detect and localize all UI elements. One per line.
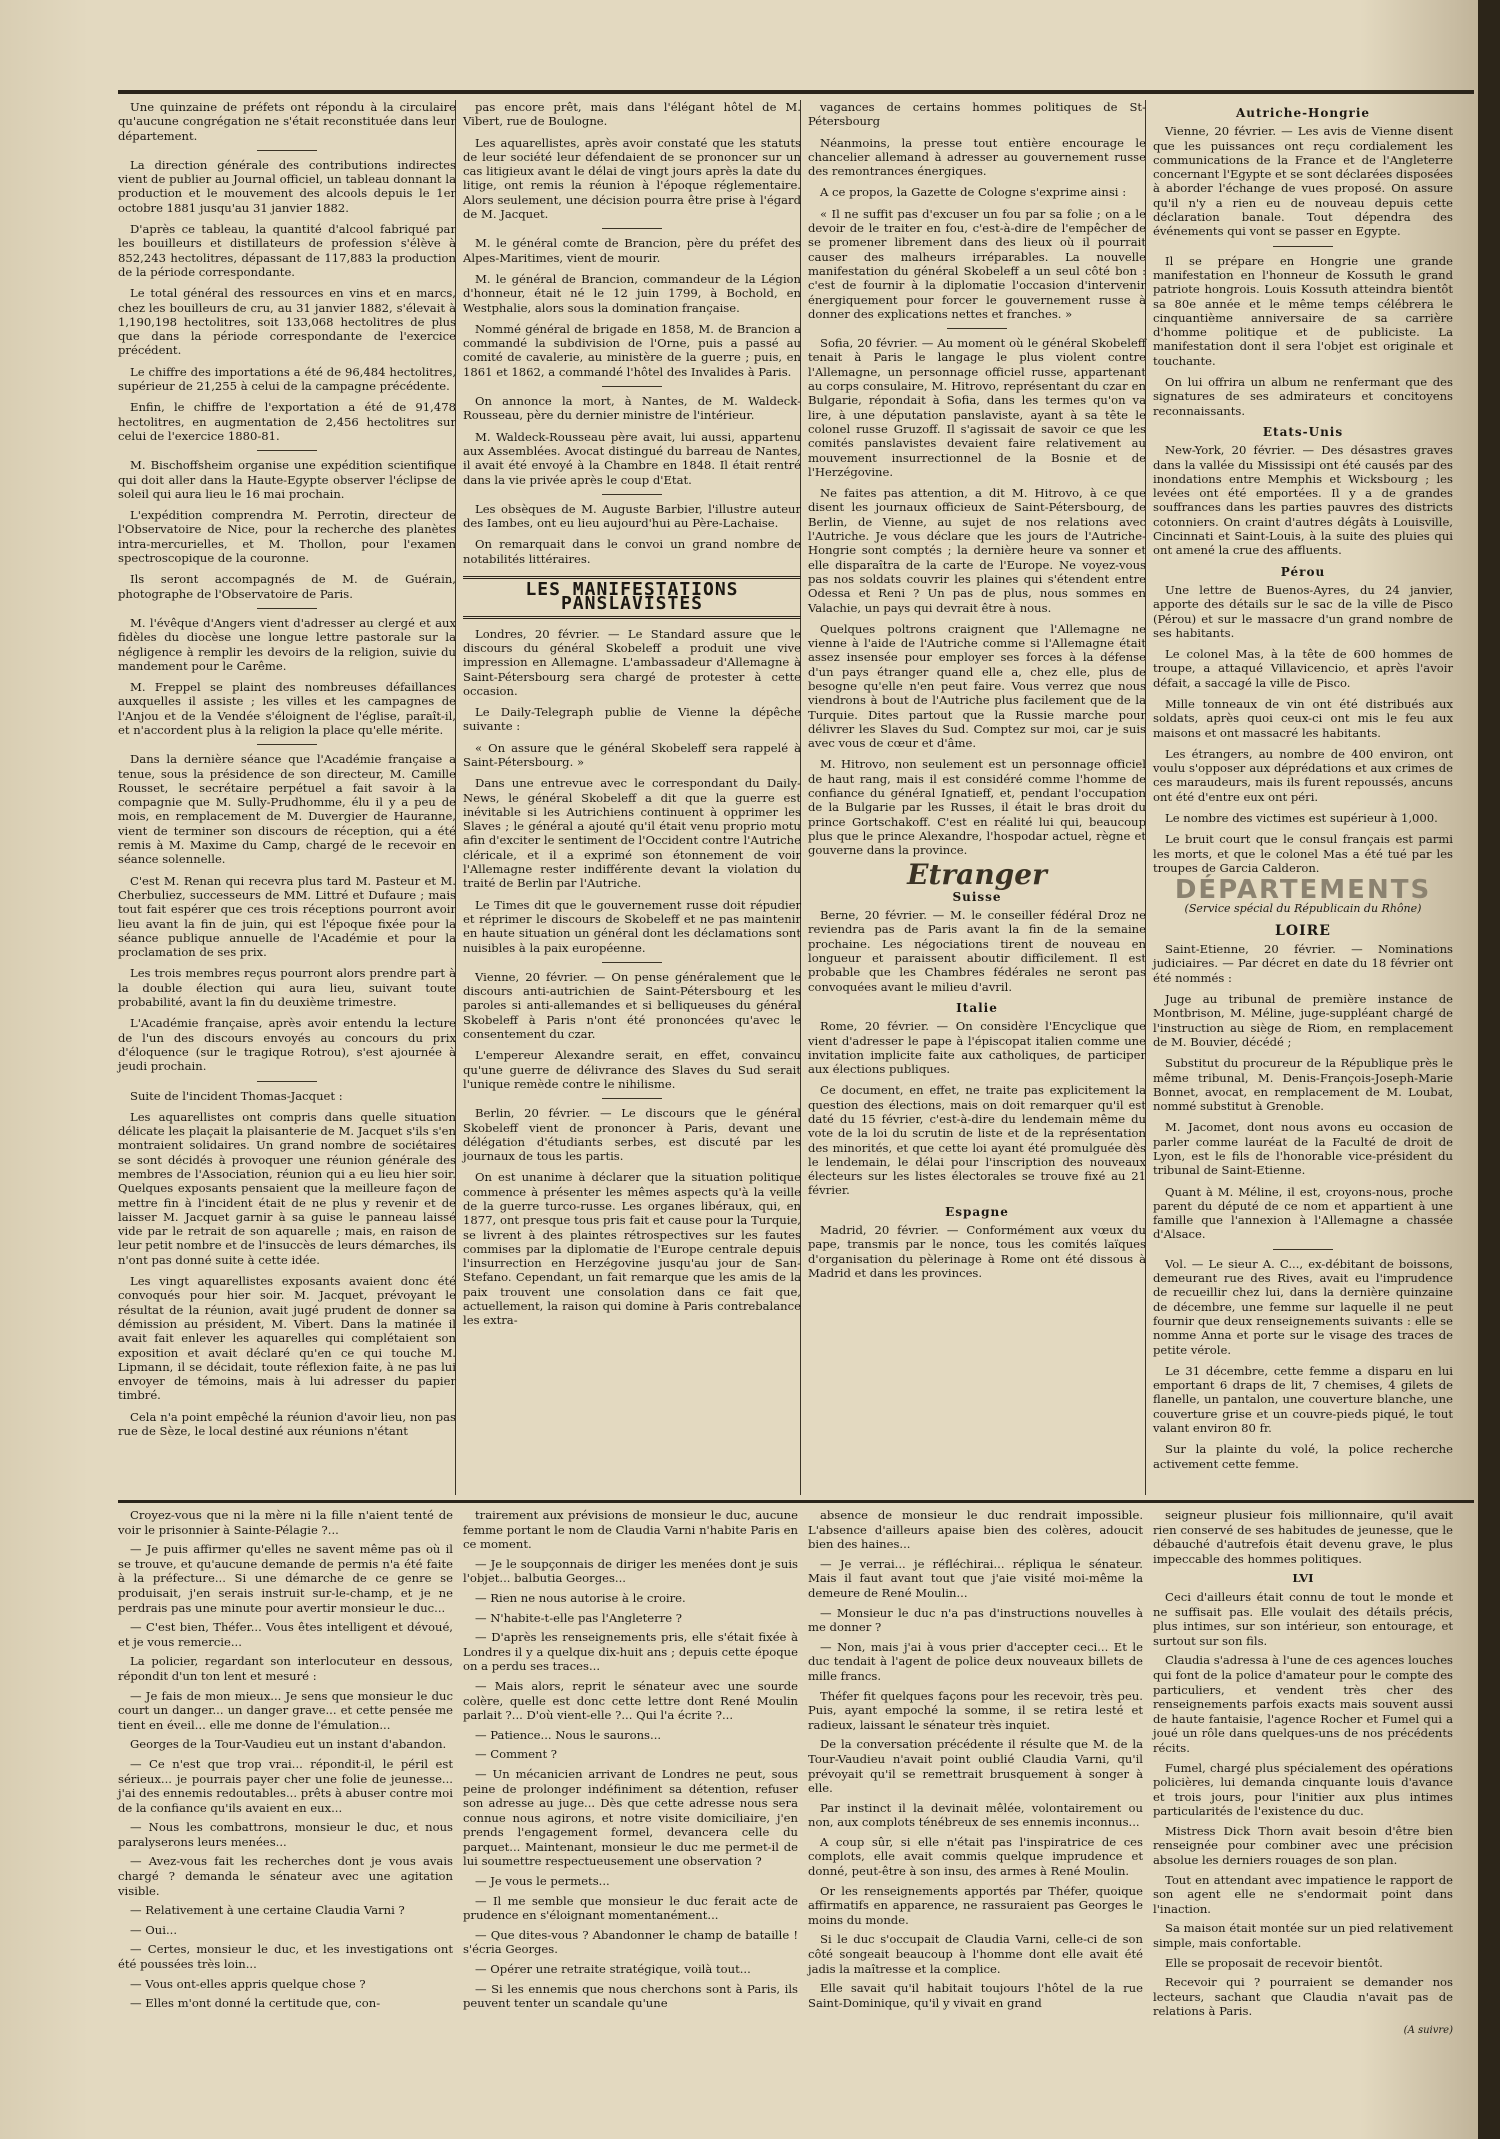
paragraph: Berne, 20 février. — M. le conseiller fédéral Droz ne reviendra pas de Paris avant la fin de la semaine prochaine. Les négociations tirent de nouveau en longueur et paraissent aboutir difficilement. Il est probable que les Chambres fédérales ne seront pas convoquées avant le milieu d'avril. [808,908,1146,994]
paragraph: Théfer fit quelques façons pour les recevoir, très peu. Puis, ayant empoché la somme, il se retira lesté et radieux, laissant le sénateur très inquiet. [808,1688,1143,1732]
separator [602,386,662,387]
dispatch: Le Daily-Telegraph publie de Vienne la dépêche suivante : [463,705,801,734]
paragraph: M. le général de Brancion, commandeur de la Légion d'honneur, était né le 12 juin 1799, à Bochold, en Westphalie, alors sous la domination française. [463,271,801,315]
paragraph: Il se prépare en Hongrie une grande manifestation en l'honneur de Kossuth le grand patriote hongrois. Louis Kossuth atteindra bientôt sa 80e année et le même temps célébrera le cinquantième anniversaire de sa carrière d'homme politique et de publiciste. La manifestation dont il sera l'objet est originale et touchante. [1153,253,1453,368]
paragraph: On lui offrira un album ne renfermant que des signatures de ses admirateurs et concitoyens reconnaissants. [1153,375,1453,418]
paragraph: Si le duc s'occupait de Claudia Varni, celle-ci de son côté songeait beaucoup à l'homme dont elle avait été jadis la maîtresse et la complice. [808,1932,1143,1976]
subsection-title: Pérou [1280,564,1326,579]
chapter-number: LVI [1292,1571,1314,1586]
paragraph: Néanmoins, la presse tout entière encourage le chancelier allemand à adresser au gouvernement russe des remontrances énergiques. [808,135,1146,179]
separator [947,328,1007,329]
paragraph: Le total général des ressources en vins et en marcs, chez les bouilleurs de cru, au 31 janvier 1882, s'élevait à 1,190,198 hectolitres, soit 133,068 hectolitres de plus que dans la période correspondante de l'exercice précédent. [118,286,456,358]
paragraph: Fumel, chargé plus spécialement des opérations policières, lui demanda cinquante louis d'avance et trois jours, pour l'initier aux plus intimes particularités de l'existence du duc. [1153,1760,1453,1819]
separator [1273,246,1333,247]
paragraph: Suite de l'incident Thomas-Jacquet : [130,1088,343,1103]
paragraph: Claudia s'adressa à l'une de ces agences louches qui font de la police d'amateur pour le compte des particuliers, et vendent très cher des renseignements parfois exacts mais souvent aussi de haute fantaisie, l'agence Rocher et Fumel qui a joué un rôle dans quelques-uns de nos précédents récits. [1153,1653,1453,1755]
paragraph: Les aquarellistes ont compris dans quelle situation délicate les plaçait la plaisanterie de M. Jacquet s'ils s'en montraient solidaires. Un grand nombre de sociétaires se sont décidés à provoquer une réunion générale des membres de l'Association, réunion qui a eu lieu hier soir. Quelques exposants pensaient que la meilleure façon de mettre fin à l'incident était de ne plus y revenir et de laisser M. Jacquet garnir à sa guise le panneau laissé vide par le retrait de son aquarelle ; mais, en raison de leur petit nombre et de l'insuccès de leurs démarches, ils n'ont pas donné suite à cette idée. [118,1109,456,1267]
paragraph: M. le général comte de Brancion, père du préfet des Alpes-Maritimes, vient de mourir. [463,236,801,265]
paragraph: Le chiffre des importations a été de 96,484 hectolitres, supérieur de 21,255 à celui de la campagne précédente. [118,364,456,394]
feuilleton-column-4 [1153,1508,1453,2039]
separator [1273,1249,1333,1250]
dispatch: « On assure que le général Skobeleff sera rappelé à Saint-Pétersbourg. » [463,740,801,769]
paragraph: A coup sûr, si elle n'était pas l'inspiratrice de ces complots, elle avait commis quelque imprudence et donné, peut-être à son insu, des armes à René Moulin. [808,1834,1143,1879]
paragraph: — C'est bien, Théfer... Vous êtes intelligent et dévoué, et je vous remercie... [118,1620,453,1649]
paragraph: Recevoir qui ? pourraient se demander nos lecteurs, sachant que Claudia n'avait pas de relations à Paris. [1153,1975,1453,2019]
subsection-title: Espagne [945,1204,1009,1219]
paragraph: Georges de la Tour-Vaudieu eut un instant d'abandon. [130,1737,447,1752]
paragraph: Ils seront accompagnés de M. de Guérain, photographe de l'Observatoire de Paris. [118,572,456,601]
paragraph: Dans la dernière séance que l'Académie française a tenue, sous la présidence de son directeur, M. Camille Rousset, le secrétaire perpétuel a fait savoir à la compagnie que M. Sully-Prudhomme, élu il y a peu de mois, en remplacement de M. Duvergier de Hauranne, vient de terminer son discours de réception, qui a été remis à M. Maxime du Camp, chargé de le recevoir en séance solennelle. [118,752,456,867]
paragraph: « Il ne suffit pas d'excuser un fou par sa folie ; on a le devoir de le traiter en fou, c'est-à-dire de l'empêcher de se promener librement dans des lieux où il pourrait causer des malheurs irréparables. La nouvelle manifestation du général Skobeleff a un seul côté bon : c'est de fournir à la diplomatie l'occasion d'intervenir énergiquement pour forcer le gouvernement russe à donner des explications nettes et franches. » [808,206,1146,321]
paragraph: Quant à M. Méline, il est, croyons-nous, proche parent du député de ce nom et appartient à une famille que l'annexion à l'Allemagne a chassée d'Alsace. [1153,1184,1453,1242]
separator [257,150,317,151]
paragraph: — Oui... [130,1922,178,1937]
feuilleton-column-1 [118,1508,453,2016]
paragraph: — Avez-vous fait les recherches dont je vous avais chargé ? demanda le sénateur avec une agitation visible. [118,1854,453,1898]
separator [257,1081,317,1082]
paragraph: L'Académie française, après avoir entendu la lecture de l'un des discours envoyés au concours du prix d'éloquence (sur le tragique Rotrou), s'est ajournée à jeudi prochain. [118,1016,456,1074]
paragraph: Une lettre de Buenos-Ayres, du 24 janvier, apporte des détails sur le sac de la ville de Pisco (Pérou) et sur le massacre d'un grand nombre de ses habitants. [1153,582,1453,640]
paragraph: M. Freppel se plaint des nombreuses défaillances auxquelles il assiste ; les villes et les campagnes de l'Anjou et de la Vendée s'éloignent de l'église, paraît-il, et n'accordent plus à la religion la place qu'elle mérite. [118,680,456,737]
paragraph: Elle se proposait de recevoir bientôt. [1165,1955,1383,1970]
paragraph: Sa maison était montée sur un pied relativement simple, mais confortable. [1153,1921,1453,1951]
dispatch: Dans une entrevue avec le correspondant du Daily-News, le général Skobeleff a dit que la guerre est inévitable si les Autrichiens continuent à opprimer les Slaves ; le général a ajouté qu'il était venu proprio motu afin d'exciter le sentiment de l'Occident contre l'Autriche cléricale, et il a exprimé son étonnement de voir l'Allemagne rester indifférente devant la violation du traité de Berlin par l'Autriche. [463,776,801,891]
subsection-title: Etats-Unis [1262,424,1344,439]
paragraph: Le nombre des victimes est supérieur à 1,000. [1165,811,1438,826]
dispatch: Le Times dit que le gouvernement russe doit répudier et réprimer le discours de Skobeleff et ne pas maintenir en haute situation un général dont les déclamations sont nuisibles à la paix européenne. [463,897,801,955]
subsection-title: Autriche-Hongrie [1235,106,1371,120]
separator [257,608,317,609]
column-1 [118,100,456,1445]
paragraph: La policier, regardant son interlocuteur en dessous, répondit d'un ton lent et mesuré : [118,1654,453,1683]
paragraph: Les obsèques de M. Auguste Barbier, l'illustre auteur des Iambes, ont eu lieu aujourd'hui au Père-Lachaise. [463,501,801,531]
paragraph: — Un mécanicien arrivant de Londres ne peut, sous peine de prolonger indéfiniment sa détention, refuser son adresse au juge... Dès que cette adresse nous sera connue nous agirons, et notre visite domiciliaire, j'en prends l'engagement formel, devancera celle du parquet... Maintenant, monsieur le duc me permet-il de lui soumettre respectueusement une observation ? [463,1766,798,1869]
feuilleton-column-2 [463,1508,798,2016]
column-2 [463,100,801,1335]
feuilleton-column-3 [808,1508,1143,2015]
paragraph: La direction générale des contributions indirectes vient de publier au Journal officiel, un tableau donnant la production et le mouvement des alcools depuis le 1er octobre 1881 jusqu'au 31 janvier 1882. [118,157,456,215]
column-3 [808,100,1146,1287]
paragraph: absence de monsieur le duc rendrait impossible. L'absence d'ailleurs apaise bien des colères, adoucit bien des haines... [808,1508,1143,1552]
paragraph: De la conversation précédente il résulte que M. de la Tour-Vaudieu n'avait point oublié Claudia Varni, qu'il prévoyait qu'il se remettrait brusquement à songer à elle. [808,1737,1143,1796]
paragraph: — Mais alors, reprit le sénateur avec une sourde colère, quelle est donc cette lettre dont René Moulin parlait ?... D'où vient-elle ?... Qui l'a écrite ?... [463,1678,798,1723]
paragraph: — Je vous le permets... [475,1874,610,1889]
separator [602,494,662,495]
paragraph: — Ce n'est que trop vrai... répondit-il, le péril est sérieux... je pourrais payer cher une folie de jeunesse... j'ai des ennemis redoutables... prêts à abuser contre moi de la confiance qu'ils avaient en eux... [118,1756,453,1815]
paragraph: Les aquarellistes, après avoir constaté que les statuts de leur société leur défendaient de se prononcer sur un cas litigieux avant le délai de vingt jours après la date du litige, ont remis la réunion à l'époque réglementaire. Alors seulement, une décision pourra être prise à l'égard de M. Jacquet. [463,135,801,222]
paragraph: — Vous ont-elles appris quelque chose ? [130,1976,366,1991]
paragraph: Le colonel Mas, à la tête de 600 hommes de troupe, a attaqué Villavicencio, et après l'avoir défait, a saccagé la ville de Pisco. [1153,647,1453,690]
column-4 [1153,100,1453,1478]
paragraph: L'expédition comprendra M. Perrotin, directeur de l'Observatoire de Nice, pour la recherche des planètes intra-mercurielles, et M. Thollon, pour l'examen spectroscopique de la couronne. [118,508,456,566]
paragraph: Or les renseignements apportés par Théfer, quoique affirmatifs en apparence, ne rassuraient pas Georges le moins du monde. [808,1883,1143,1927]
paragraph: — Certes, monsieur le duc, et les investigations ont été poussées très loin... [118,1942,453,1972]
paragraph: Par instinct il la devinait mêlée, volontairement ou non, aux complots ténébreux de ses ennemis inconnus... [808,1800,1143,1830]
subsection-title: LOIRE [1275,922,1331,939]
headline: LES MANIFESTATIONS PANSLAVISTES [463,576,801,619]
paragraph: seigneur plusieur fois millionnaire, qu'il avait rien conservé de ses habitudes de jeunesse, que le débauché d'autrefois était devenu grave, le plus impeccable des hommes politiques. [1153,1508,1453,1566]
paragraph: — Non, mais j'ai à vous prier d'accepter ceci... Et le duc tendait à l'agent de police deux nouveaux billets de mille francs. [808,1639,1143,1683]
paragraph: Les vingt aquarellistes exposants avaient donc été convoqués pour hier soir. M. Jacquet, prévoyant le résultat de la réunion, avait jugé prudent de donner sa démission au président, M. Vibert. Dans la matinée il avait fait enlever les aquarelles qui complétaient son exposition et avait déclaré qu'en ce qui touche M. Lipmann, il se décidait, toute réflexion faite, à ne pas lui envoyer de témoins, mais à lui adresser du papier timbré. [118,1274,456,1403]
section-title: Etranger [907,857,1047,891]
section-title: DÉPARTEMENTS [1174,875,1432,906]
paragraph: Substitut du procureur de la République près le même tribunal, M. Denis-François-Joseph-Marie Bonnet, avocat, en remplacement de M. Loubat, nommé substitut à Grenoble. [1153,1056,1453,1114]
separator [602,1098,662,1099]
paragraph: — Si les ennemis que nous cherchons sont à Paris, ils peuvent tenter un scandale qu'une [463,1981,798,2011]
paragraph: — Il me semble que monsieur le duc ferait acte de prudence en s'éloignant momentanément... [463,1893,798,1923]
paragraph: — Je le soupçonnais de diriger les menées dont je suis l'objet... balbutia Georges... [463,1556,798,1586]
paragraph: Les étrangers, au nombre de 400 environ, ont voulu s'opposer aux déprédations et aux crimes de ces maraudeurs, mais ils furent repoussés, ancuns ont été d'entre eux ont péri. [1153,746,1453,804]
paragraph: Le 31 décembre, cette femme a disparu en lui emportant 6 draps de lit, 7 chemises, 4 gilets de flanelle, un pantalon, une couverture blanche, une couverture grise et un couvre-pieds piqué, le tout valant environ 80 fr. [1153,1363,1453,1436]
paragraph: On remarquait dans le convoi un grand nombre de notabilités littéraires. [463,537,801,566]
paragraph: pas encore prêt, mais dans l'élégant hôtel de M. Vibert, rue de Boulogne. [463,100,801,129]
dispatch: L'empereur Alexandre serait, en effet, convaincu qu'une guerre de délivrance des Slaves du Sud serait l'unique remède contre le nihilisme. [463,1048,801,1091]
subsection-title: Suisse [952,889,1002,904]
paragraph: D'après ce tableau, la quantité d'alcool fabriqué par les bouilleurs et distillateurs de profession s'élève à 852,243 hectolitres, dépassant de 117,883 la production de la période correspondante. [118,222,456,279]
paragraph: — Rien ne nous autorise à le croire. [475,1590,686,1605]
paragraph: Saint-Etienne, 20 février. — Nominations judiciaires. — Par décret en date du 18 février ont été nommés : [1153,942,1453,985]
paragraph: Mille tonneaux de vin ont été distribués aux soldats, après quoi ceux-ci ont mis le feu aux maisons et ont massacré les habitants. [1153,696,1453,740]
paragraph: Ce document, en effet, ne traite pas explicitement la question des élections, mais on doit remarquer qu'il est daté du 15 février, c'est-à-dire du lendemain même du vote de la loi du scrutin de liste et de la représentation des minorités, et que cette loi ayant été promulguée dès le lendemain, le délai pour l'inscription des nouveaux électeurs sur les listes électorales se trouve fixé au 21 février. [808,1083,1146,1198]
paragraph: Elle savait qu'il habitait toujours l'hôtel de la rue Saint-Dominique, qu'il y vivait en grand [808,1981,1143,2010]
paragraph: — Nous les combattrons, monsieur le duc, et nous paralyserons leurs menées... [118,1820,453,1849]
separator [602,962,662,963]
paragraph: Vienne, 20 février. — Les avis de Vienne disent que les puissances ont reçu cordialement les communications de la France et de l'Angleterre concernant l'Egypte et se sont déclarées disposées à aborder l'échange de vues proposé. On assure qu'il n'y a rien eu de nouveau depuis cette déclaration banale. Tout dépendra des événements qui vont se passer en Egypte. [1153,124,1453,239]
paragraph: Les trois membres reçus pourront alors prendre part à la double élection qui aura lieu, suivant toute probabilité, avant la fin du deuxième trimestre. [118,966,456,1010]
paragraph: — Comment ? [475,1747,558,1762]
paragraph: — Patience... Nous le saurons... [475,1727,662,1742]
service-note: (Service spécial du Républicain du Rhône) [1184,901,1422,915]
paragraph: Le bruit court que le consul français est parmi les morts, et que le colonel Mas a été tué par les troupes de Garcia Calderon. [1153,832,1453,875]
top-rule [118,90,1474,94]
paragraph: Vol. — Le sieur A. C..., ex-débitant de boissons, demeurant rue des Rives, avait eu l'imprudence de recueillir chez lui, dans la dernière quinzaine de décembre, une femme sur laquelle il ne peut fournir que deux renseignements suivants : elle se nomme Anna et porte sur le visage des traces de petite vérole. [1153,1256,1453,1357]
paragraph: Juge au tribunal de première instance de Montbrison, M. Méline, juge-suppléant chargé de l'instruction au siège de Riom, en remplacement de M. Bouvier, décédé ; [1153,992,1453,1049]
paragraph: On annonce la mort, à Nantes, de M. Waldeck-Rousseau, père du dernier ministre de l'intérieur. [463,394,801,423]
paragraph: — Je puis affirmer qu'elles ne savent même pas où il se trouve, et qu'aucune demande de permis n'a été faite à la préfecture... Si une démarche de ce genre se produisait, j'en serais instruit sur-le-champ, et je ne perdrais pas une minute pour avertir monsieur le duc... [118,1542,453,1615]
separator [257,744,317,745]
paragraph: Sur la plainte du volé, la police recherche activement cette femme. [1153,1442,1453,1471]
paragraph: — Je fais de mon mieux... Je sens que monsieur le duc court un danger... un danger grave... et cette pensée me tient en éveil... elle me donne de l'émulation... [118,1688,453,1732]
paragraph: — Opérer une retraite stratégique, voilà tout... [475,1962,751,1977]
paragraph: Une quinzaine de préfets ont répondu à la circulaire qu'aucune congrégation ne s'était reconstituée dans leur département. [118,100,456,143]
paragraph: Enfin, le chiffre de l'exportation a été de 91,478 hectolitres, en augmentation de 2,456 hectolitres sur celui de l'exercice 1880-81. [118,400,456,443]
paragraph: — N'habite-t-elle pas l'Angleterre ? [475,1610,683,1625]
separator [257,450,317,451]
dispatch: Berlin, 20 février. — Le discours que le général Skobeleff vient de prononcer à Paris, devant une délégation d'étudiants serbes, est discuté par les journaux de tous les partis. [463,1106,801,1164]
paragraph: Sofia, 20 février. — Au moment où le général Skobeleff tenait à Paris le langage le plus violent contre l'Allemagne, un personnage officiel russe, appartenant au corps consulaire, M. Hitrovo, représentant du czar en Bulgarie, répondait à Sofia, dans les termes qu'on va lire, à une députation panslaviste, ayant à sa tête le colonel russe Gruzoff. Il s'agissait de savoir ce que les comités panslavistes devaient faire relativement au mouvement insurrectionnel de la Bosnie et de l'Herzégovine. [808,336,1146,479]
to-be-continued: (A suivre) [1403,2025,1453,2036]
subsection-title: Italie [956,1000,998,1015]
paragraph: Rome, 20 février. — On considère l'Encyclique que vient d'adresser le pape à l'épiscopat italien comme une invitation implicite faite aux catholiques, de participer aux élections publiques. [808,1019,1146,1077]
paragraph: Ceci d'ailleurs était connu de tout le monde et ne suffisait pas. Elle voulait des détails précis, plus intimes, sur son intérieur, son entourage, et surtout sur son fils. [1153,1589,1453,1648]
paragraph: Cela n'a point empêché la réunion d'avoir lieu, non pas rue de Sèze, le local destiné aux réunions n'étant [118,1409,456,1439]
dispatch: Vienne, 20 février. — On pense généralement que le discours anti-autrichien de Saint-Pétersbourg et les paroles si anti-allemandes et si belliqueuses du général Skobeleff à Paris n'ont été prononcées qu'avec le consentement du czar. [463,969,801,1042]
feuilleton-rule [118,1500,1474,1503]
dispatch: On est unanime à déclarer que la situation politique commence à présenter les mêmes aspects qu'à la veille de la guerre turco-russe. Les organes libéraux, qui, en 1877, ont presque tous pris fait et cause pour la Turquie, se livrent à des plaintes rétrospectives sur les fautes commises par la diplomatie de l'Europe centrale depuis l'insurrection en Herzégovine jusqu'au jour de San-Stefano. Cependant, un fait remarque que les amis de la paix trouvent une consolation dans ce fait que, actuellement, la raison qui domine à Paris contrebalance les extra- [463,1170,801,1328]
paragraph: M. Bischoffsheim organise une expédition scientifique qui doit aller dans la Haute-Egypte observer l'éclipse de soleil qui aura lieu le 16 mai prochain. [118,458,456,501]
paragraph: — Monsieur le duc n'a pas d'instructions nouvelles à me donner ? [808,1605,1143,1635]
paragraph: Quelques poltrons craignent que l'Allemagne ne vienne à l'aide de l'Autriche comme si l'Allemagne était assez insensée pour employer ses forces à la défense d'un pays étranger quand elle a, chez elle, plus de besogne qu'elle n'en peut faire. Vous verrez que nous viendrons à bout de l'Autriche plus facilement que de la Turquie. Dites partout que la Russie marche pour délivrer les Slaves du Sud. Comptez sur moi, car je suis avec vous de cœur et d'âme. [808,621,1146,751]
page-binding [1478,0,1500,2139]
paragraph: A ce propos, la Gazette de Cologne s'exprime ainsi : [820,185,1127,200]
paragraph: Tout en attendant avec impatience le rapport de son agent elle ne s'endormait point dans l'inaction. [1153,1872,1453,1916]
paragraph: — D'après les renseignements pris, elle s'était fixée à Londres il y a quelque dix-huit ans ; depuis cette époque on a perdu ses traces... [463,1630,798,1674]
paragraph: M. l'évêque d'Angers vient d'adresser au clergé et aux fidèles du diocèse une longue lettre pastorale sur la négligence à remplir les devoirs de la religion, suivie du mandement pour le Carême. [118,615,456,673]
paragraph: Mistress Dick Thorn avait besoin d'être bien renseignée pour combiner avec une précision absolue les derniers rouages de son plan. [1153,1823,1453,1868]
paragraph: Nommé général de brigade en 1858, M. de Brancion a commandé la subdivision de l'Orne, puis a passé au comité de cavalerie, au ministère de la guerre ; puis, en 1861 et 1862, a commandé l'hôtel des Invalides à Paris. [463,321,801,379]
paragraph: M. Hitrovo, non seulement est un personnage officiel de haut rang, mais il est considéré comme l'homme de confiance du général Ignatieff, et, pendant l'occupation de la Bulgarie par les Russes, il était le bras droit du prince Gortschakoff. C'est en réalité lui qui, beaucoup plus que le prince Alexandre, l'hospodar actuel, règne et gouverne dans la province. [808,757,1146,858]
paragraph: C'est M. Renan qui recevra plus tard M. Pasteur et M. Cherbuliez, successeurs de MM. Littré et Dufaure ; mais tout fait espérer que ces trois réceptions pourront avoir lieu avant la fin de juin, qui est l'époque fixée pour la séance publique annuelle de l'Académie et pour la proclamation de ses prix. [118,873,456,960]
paragraph: Croyez-vous que ni la mère ni la fille n'aient tenté de voir le prisonnier à Sainte-Pélagie ?... [118,1508,453,1537]
paragraph: Madrid, 20 février. — Conformément aux vœux du pape, transmis par le nonce, tous les comités laïques d'organisation du pèlerinage à Rome ont été dissous à Madrid et dans les provinces. [808,1223,1146,1280]
paragraph: — Je verrai... je réfléchirai... répliqua le sénateur. Mais il faut avant tout que j'aie visité moi-même la demeure de René Moulin... [808,1556,1143,1600]
paragraph: New-York, 20 février. — Des désastres graves dans la vallée du Mississipi ont été causés par des inondations entre Memphis et Wicksbourg ; les levées ont été emportées. Il y a de grandes souffrances dans les parties pauvres des districts cotonniers. On craint d'autres dégâts à Louisville, Cincinnati et Saint-Louis, à la suite des pluies qui ont amené la crue des affluents. [1153,443,1453,558]
dispatch: Londres, 20 février. — Le Standard assure que le discours du général Skobeleff a produit une vive impression en Allemagne. L'ambassadeur d'Allemagne à Saint-Pétersbourg sera chargé de protester à cette occasion. [463,626,801,698]
paragraph: Ne faites pas attention, a dit M. Hitrovo, à ce que disent les journaux officieux de Saint-Pétersbourg, de Berlin, de Vienne, au sujet de nos relations avec l'Autriche. Je vous déclare que les jours de l'Autriche-Hongrie sont comptés ; la dernière heure va sonner et elle disparaîtra de la carte de l'Europe. Ne voyez-vous pas nos soldats couvrir les plaines qui s'étendent entre Odessa et Reni ? Un pas de plus, nous sommes en Valachie, un pays qui devrait être à nous. [808,486,1146,615]
paragraph: M. Jacomet, dont nous avons eu occasion de parler comme lauréat de la Faculté de droit de Lyon, est le fils de l'honorable vice-président du tribunal de Saint-Etienne. [1153,1120,1453,1178]
paragraph: — Relativement à une certaine Claudia Varni ? [130,1903,405,1918]
paragraph: — Que dites-vous ? Abandonner le champ de bataille ! s'écria Georges. [463,1927,798,1957]
paragraph: vagances de certains hommes politiques de St-Pétersbourg [808,100,1146,129]
separator [602,228,662,229]
paragraph: — Elles m'ont donné la certitude que, con- [130,1996,381,2011]
paragraph: trairement aux prévisions de monsieur le duc, aucune femme portant le nom de Claudia Varni n'habite Paris en ce moment. [463,1508,798,1552]
paragraph: M. Waldeck-Rousseau père avait, lui aussi, appartenu aux Assemblées. Avocat distingué du barreau de Nantes, il avait été envoyé à la Chambre en 1848. Il était rentré dans la vie privée après le coup d'Etat. [463,429,801,487]
